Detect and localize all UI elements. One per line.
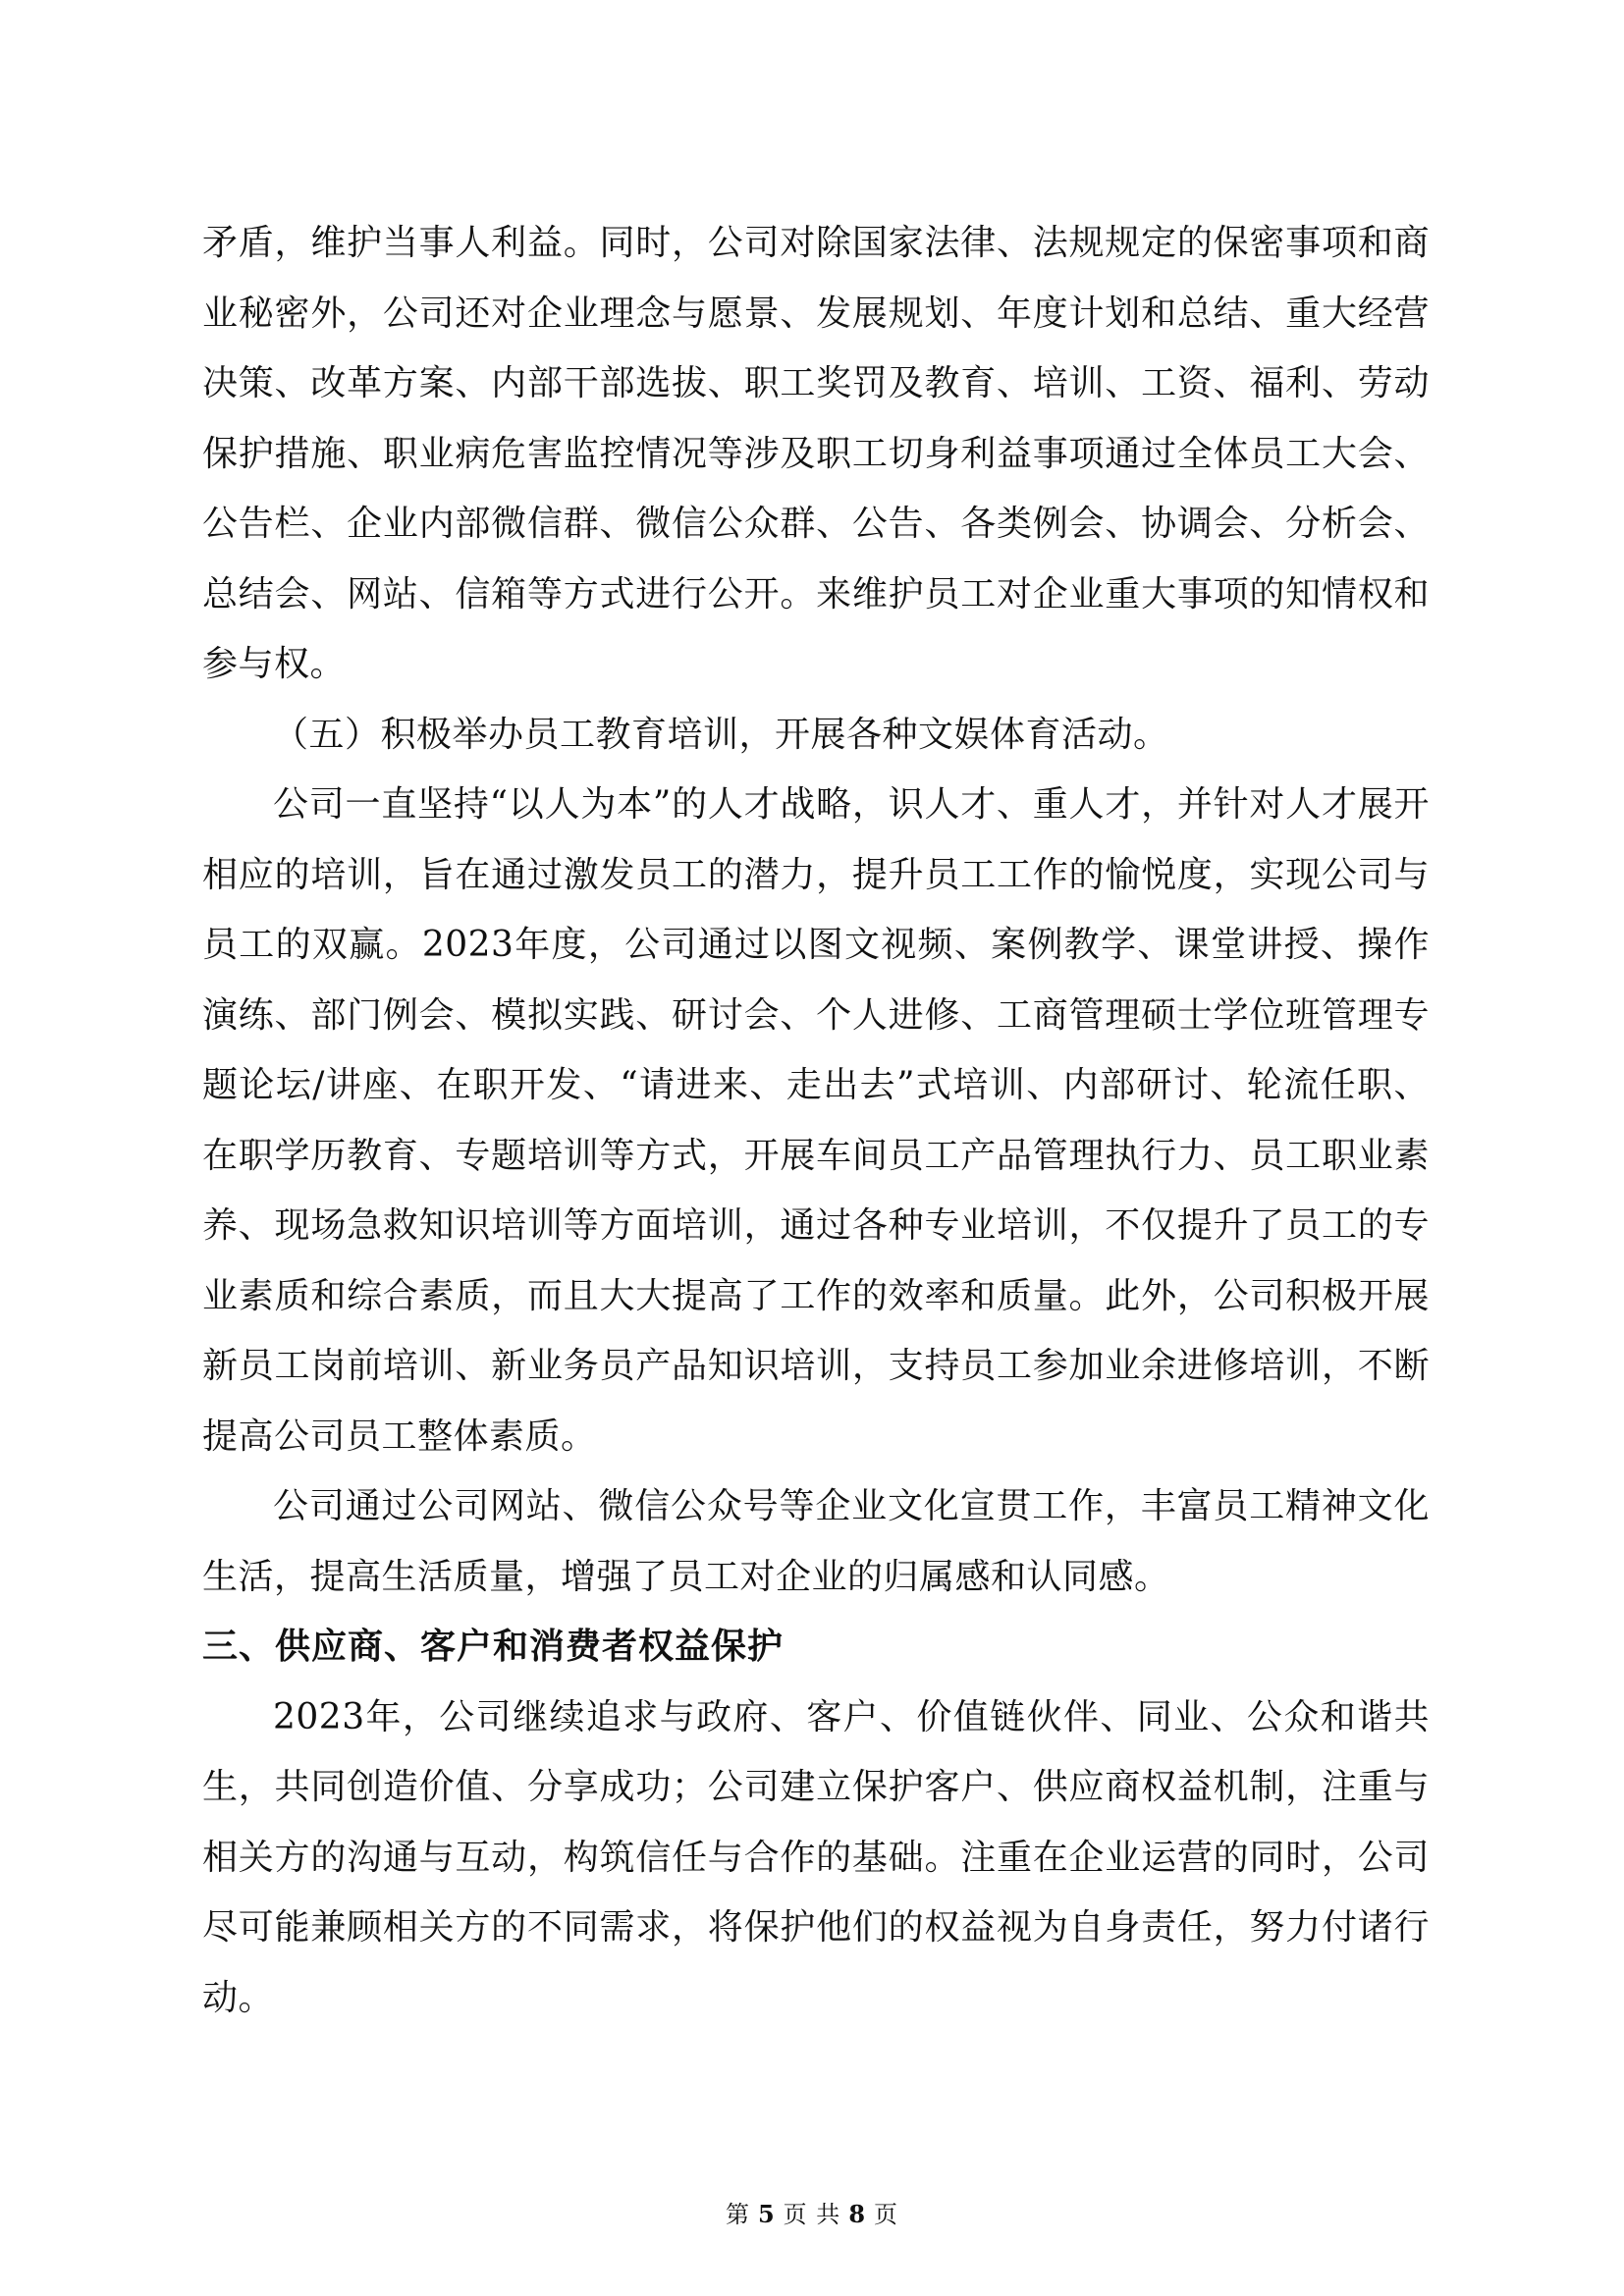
footer-current-page: 5 xyxy=(757,2200,776,2228)
paragraph-disclosure: 矛盾，维护当事人利益。同时，公司对除国家法律、法规规定的保密事项和商业秘密外，公司还对企业理念与愿景、发展规划、年度计划和总结、重大经营决策、改革方案、内部干部选拔、职工奖罚及教育、培训、工资、福利、劳动保护措施、职业病危害监控情况等涉及职工切身利益事项通过全体员工大会、公告栏、企业内部微信群、微信公众群、公告、各类例会、协调会、分析会、总结会、网站、信箱等方式进行公开。来维护员工对企业重大事项的知情权和参与权。 xyxy=(202,223,1430,684)
footer-suffix: 页 xyxy=(874,2201,899,2228)
subheading-training: （五）积极举办员工教育培训，开展各种文娱体育活动。 xyxy=(273,714,1169,755)
section-heading: 三、供应商、客户和消费者权益保护 xyxy=(202,1627,785,1667)
footer-total-pages: 8 xyxy=(848,2200,867,2228)
paragraph-training: 公司一直坚持“以人为本”的人才战略，识人才、重人才，并针对人才展开相应的培训，旨在通过激发员工的潜力，提升员工工作的愉悦度，实现公司与员工的双赢。2023年度，公司通过以图文视频、案例教学、课堂讲授、操作演练、部门例会、模拟实践、研讨会、个人进修、工商管理硕士学位班管理专题论坛/讲座、在职开发、“请进来、走出去”式培训、内部研讨、轮流任职、在职学历教育、专题培训等方式，开展车间员工产品管理执行力、员工职业素养、现场急救知识培训等方面培训，通过各种专业培训，不仅提升了员工的专业素质和综合素质，而且大大提高了工作的效率和质量。此外，公司积极开展新员工岗前培训、新业务员产品知识培训，支持员工参加业余进修培训，不断提高公司员工整体素质。 xyxy=(202,784,1430,1457)
body-text xyxy=(202,208,1430,2033)
footer-prefix: 第 xyxy=(725,2201,750,2228)
footer-middle: 页 共 xyxy=(783,2201,841,2228)
paragraph-stakeholders: 2023年，公司继续追求与政府、客户、价值链伙伴、同业、公众和谐共生，共同创造价值、分享成功；公司建立保护客户、供应商权益机制，注重与相关方的沟通与互动，构筑信任与合作的基础。注重在企业运营的同时，公司尽可能兼顾相关方的不同需求，将保护他们的权益视为自身责任，努力付诸行动。 xyxy=(202,1696,1430,2018)
paragraph-culture: 公司通过公司网站、微信公众号等企业文化宣贯工作，丰富员工精神文化生活，提高生活质量，增强了员工对企业的归属感和认同感。 xyxy=(202,1486,1430,1597)
page-footer xyxy=(0,2199,1624,2230)
